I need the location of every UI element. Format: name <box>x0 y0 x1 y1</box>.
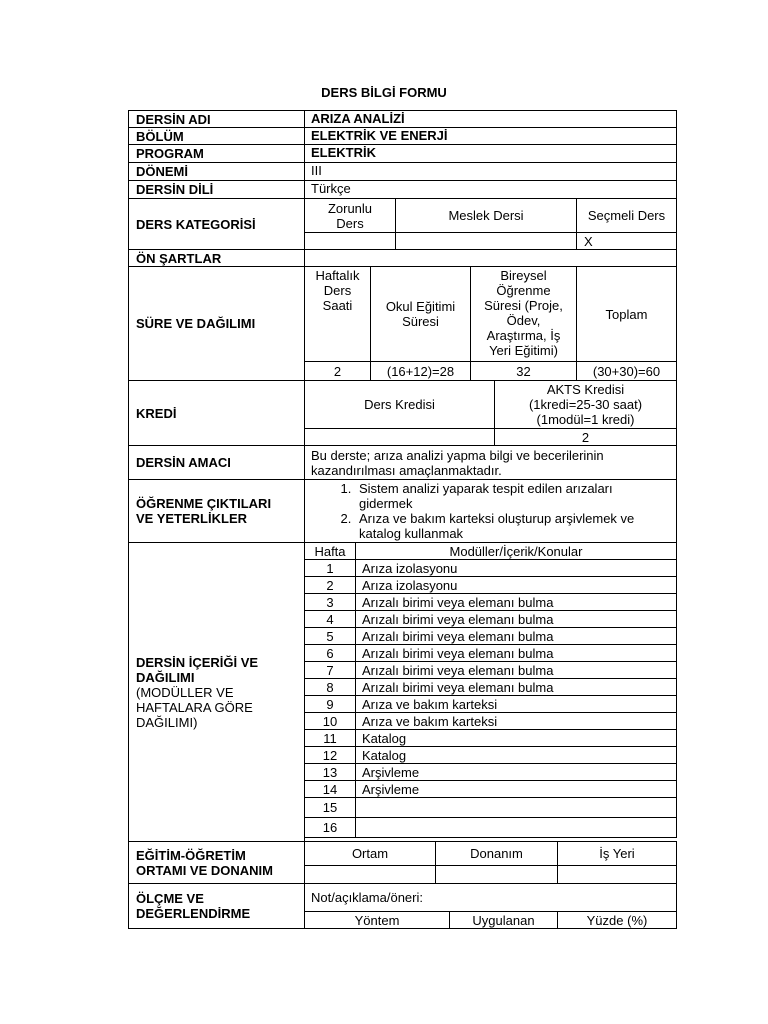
duration-individual-line1: Bireysel <box>500 268 547 283</box>
content-week-cell: 6 <box>304 644 356 662</box>
credit-label: KREDİ <box>128 380 305 446</box>
content-label <box>128 542 305 842</box>
content-topic-cell: Arıza ve bakım karteksi <box>355 712 677 730</box>
outcomes-label-line1: ÖĞRENME ÇIKTILARI <box>136 496 272 511</box>
duration-individual-line4: Ödev, <box>506 313 541 328</box>
category-vocational: Meslek Dersi <box>395 198 577 233</box>
content-week-cell: 5 <box>304 627 356 645</box>
credit-course-header: Ders Kredisi <box>304 380 495 429</box>
credit-course-value <box>304 428 495 446</box>
outcomes-list <box>304 479 677 543</box>
assessment-method-header: Yöntem <box>304 911 450 929</box>
outcomes-label <box>128 479 305 543</box>
environment-label-line2: ORTAMI VE DONANIM <box>136 862 273 878</box>
objective-value <box>304 445 677 480</box>
assessment-label <box>128 883 305 929</box>
duration-total-value: (30+30)=60 <box>576 361 677 381</box>
content-week-cell: 9 <box>304 695 356 713</box>
duration-weekly-line3: Saati <box>322 298 353 313</box>
outcome-item-1 <box>355 481 676 511</box>
content-week-cell: 2 <box>304 576 356 594</box>
outcome-2-line2: katalog kullanmak <box>359 526 464 541</box>
credit-akts-line2: (1kredi=25-30 saat) <box>528 397 643 412</box>
content-topic-cell: Katalog <box>355 746 677 764</box>
environment-label <box>128 841 305 884</box>
content-topic-cell: Arşivleme <box>355 763 677 781</box>
content-label-line3: (MODÜLLER VE <box>136 684 234 700</box>
content-week-cell: 1 <box>304 559 356 577</box>
environment-workplace-value <box>557 865 677 884</box>
objective-label: DERSİN AMACI <box>128 445 305 480</box>
duration-individual-line3: Süresi (Proje, <box>484 298 563 313</box>
outcome-item-2 <box>355 511 676 541</box>
duration-weekly-header <box>304 266 371 362</box>
duration-school-line2: Süresi <box>402 314 439 329</box>
prerequisites-value <box>304 249 677 267</box>
content-topic-cell: Arıza ve bakım karteksi <box>355 695 677 713</box>
language-label: DERSİN DİLİ <box>128 180 305 199</box>
program-value: ELEKTRİK <box>304 144 677 163</box>
content-week-cell: 11 <box>304 729 356 747</box>
credit-akts-line3: (1modül=1 kredi) <box>536 412 635 427</box>
environment-workplace-header: İş Yeri <box>557 841 677 866</box>
program-label: PROGRAM <box>128 144 305 163</box>
content-week-cell: 13 <box>304 763 356 781</box>
outcomes-label-line2: VE YETERLİKLER <box>136 511 248 526</box>
environment-equipment-header: Donanım <box>435 841 558 866</box>
content-label-line1: DERSİN İÇERİĞİ VE <box>136 654 259 670</box>
content-week-cell: 12 <box>304 746 356 764</box>
content-topic-cell: Arızalı birimi veya elemanı bulma <box>355 627 677 645</box>
environment-equipment-value <box>435 865 558 884</box>
content-label-line2: DAĞILIMI <box>136 669 195 685</box>
category-elective: Seçmeli Ders <box>576 198 677 233</box>
content-topic-cell: Arızalı birimi veya elemanı bulma <box>355 610 677 628</box>
form-title: DERS BİLGİ FORMU <box>321 85 447 100</box>
content-topic-cell: Arızalı birimi veya elemanı bulma <box>355 678 677 696</box>
outcome-1-line1: Sistem analizi yaparak tespit edilen arızaları <box>359 481 613 496</box>
category-compulsory-mark <box>304 232 396 250</box>
objective-line1: Bu derste; arıza analizi yapma bilgi ve becerilerinin <box>311 448 604 463</box>
content-label-line5: DAĞILIMI) <box>136 714 198 730</box>
content-week-cell: 4 <box>304 610 356 628</box>
category-compulsory <box>304 198 396 233</box>
category-elective-mark: X <box>576 232 677 250</box>
duration-weekly-line2: Ders <box>323 283 352 298</box>
objective-line2: kazandırılması amaçlanmaktadır. <box>311 463 502 478</box>
duration-weekly-line1: Haftalık <box>315 268 360 283</box>
assessment-applied-header: Uygulanan <box>449 911 558 929</box>
content-topic-cell: Arızalı birimi veya elemanı bulma <box>355 644 677 662</box>
credit-akts-value: 2 <box>494 428 677 446</box>
content-week-cell: 7 <box>304 661 356 679</box>
duration-school-line1: Okul Eğitimi <box>385 299 456 314</box>
content-topic-cell: Arıza izolasyonu <box>355 576 677 594</box>
content-week-cell: 16 <box>304 817 356 838</box>
department-value: ELEKTRİK VE ENERJİ <box>304 127 677 145</box>
content-week-cell: 14 <box>304 780 356 798</box>
duration-individual-line5: Araştırma, İş <box>486 328 561 343</box>
language-value: Türkçe <box>304 180 677 199</box>
content-topic-cell: Arşivleme <box>355 780 677 798</box>
category-vocational-mark <box>395 232 577 250</box>
duration-individual-line6: Yeri Eğitimi) <box>489 343 558 358</box>
assessment-note: Not/açıklama/öneri: <box>304 883 677 912</box>
assessment-label-line1: ÖLÇME VE <box>136 891 204 906</box>
outcome-2-line1: Arıza ve bakım karteksi oluşturup arşivlemek ve <box>359 511 635 526</box>
content-week-cell: 8 <box>304 678 356 696</box>
department-label: BÖLÜM <box>128 127 305 145</box>
content-topic-cell: Arızalı birimi veya elemanı bulma <box>355 593 677 611</box>
content-topic-cell <box>355 797 677 818</box>
content-label-line4: HAFTALARA GÖRE <box>136 699 253 715</box>
credit-akts-header <box>494 380 677 429</box>
duration-individual-header <box>470 266 577 362</box>
category-compulsory-line2: Ders <box>336 215 364 231</box>
duration-label: SÜRE VE DAĞILIMI <box>128 266 305 381</box>
assessment-label-line2: DEĞERLENDİRME <box>136 906 251 921</box>
duration-weekly-value: 2 <box>304 361 371 381</box>
term-label: DÖNEMİ <box>128 162 305 181</box>
content-topic-cell: Arıza izolasyonu <box>355 559 677 577</box>
content-topic-cell <box>355 817 677 838</box>
outcome-1-line2: gidermek <box>359 496 413 511</box>
content-topic-cell: Katalog <box>355 729 677 747</box>
category-compulsory-line1: Zorunlu <box>327 200 373 216</box>
environment-medium-value <box>304 865 436 884</box>
environment-label-line1: EĞİTİM-ÖĞRETİM <box>136 847 246 863</box>
duration-school-value: (16+12)=28 <box>370 361 471 381</box>
prerequisites-label: ÖN ŞARTLAR <box>128 249 305 267</box>
duration-individual-value: 32 <box>470 361 577 381</box>
content-week-cell: 15 <box>304 797 356 818</box>
environment-medium-header: Ortam <box>304 841 436 866</box>
assessment-percent-header: Yüzde (%) <box>557 911 677 929</box>
content-week-cell: 10 <box>304 712 356 730</box>
credit-akts-line1: AKTS Kredisi <box>546 382 625 397</box>
content-week-cell: 3 <box>304 593 356 611</box>
duration-school-header <box>370 266 471 362</box>
term-value: III <box>304 162 677 181</box>
duration-individual-line2: Öğrenme <box>496 283 551 298</box>
content-topic-cell: Arızalı birimi veya elemanı bulma <box>355 661 677 679</box>
content-topic-header: Modüller/İçerik/Konular <box>355 542 677 560</box>
content-week-header: Hafta <box>304 542 356 560</box>
course-name-label: DERSİN ADI <box>128 110 305 128</box>
duration-total-header: Toplam <box>576 266 677 362</box>
course-name-value: ARIZA ANALİZİ <box>304 110 677 128</box>
category-label: DERS KATEGORİSİ <box>128 198 305 250</box>
